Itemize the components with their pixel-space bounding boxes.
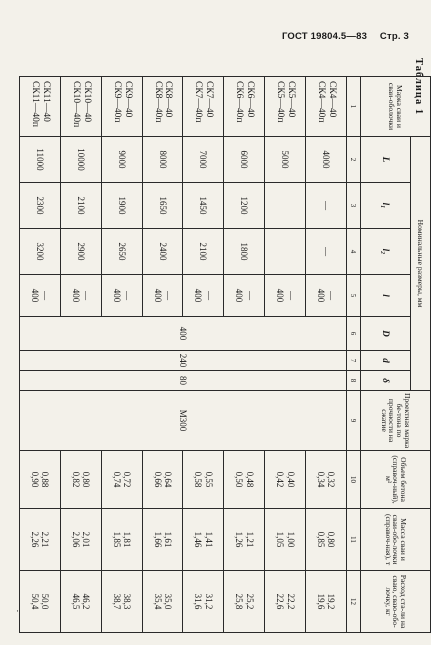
- header-mass: Масса сваи и сваи-обо-лочки (справоч-ная), т: [361, 509, 431, 571]
- table-body: [20, 77, 347, 633]
- rotated-table-wrapper: [19, 76, 431, 632]
- gost-number: ГОСТ 19804.5—83: [281, 31, 368, 42]
- length-l2-cell: 3200: [20, 229, 61, 275]
- pile-dimensions-table: [19, 76, 431, 633]
- steel-cell: 19,2 19,6: [306, 571, 347, 633]
- header-concrete-grade: Проектная марка бе-тона по прочности на сжатие: [361, 391, 431, 451]
- length-L-cell: 7000: [183, 137, 224, 183]
- length-L-cell: 11000: [20, 137, 61, 183]
- concrete-volume-cell: 0,72 0,74: [101, 451, 142, 509]
- diameter-D-cell: 400: [20, 317, 347, 351]
- col-number: 10: [347, 451, 361, 509]
- col-number: 5: [347, 275, 361, 317]
- length-l1-cell: —: [306, 183, 347, 229]
- steel-cell: 31,2 31,6: [183, 571, 224, 633]
- length-l1-cell: 1200: [224, 183, 265, 229]
- brand-cell: СК4—40 СК4—40п: [306, 77, 347, 137]
- page-number: Стр. 3: [379, 31, 409, 42]
- col-number: 6: [347, 317, 361, 351]
- wall-delta-cell: 80: [20, 371, 347, 391]
- length-l1-cell: 1900: [101, 183, 142, 229]
- length-l2-cell: 2100: [183, 229, 224, 275]
- concrete-volume-cell: 0,64 0,66: [142, 451, 183, 509]
- length-l-cell: — 400: [224, 275, 265, 317]
- length-l-cell: — 400: [265, 275, 306, 317]
- table-label: Таблица 1: [413, 58, 424, 116]
- length-l1-cell: [265, 183, 306, 229]
- col-number: 3: [347, 183, 361, 229]
- concrete-grade-cell: М300: [20, 391, 347, 451]
- header-l: l: [361, 275, 411, 317]
- header-l2: l₂: [361, 229, 411, 275]
- length-l2-cell: 2650: [101, 229, 142, 275]
- concrete-volume-cell: 0,48 0,50: [224, 451, 265, 509]
- mass-cell: 2,21 2,26: [20, 509, 61, 571]
- concrete-volume-cell: 0,40 0,42: [265, 451, 306, 509]
- length-l2-cell: —: [306, 229, 347, 275]
- table-row: [306, 77, 347, 633]
- steel-cell: 25,2 25,8: [224, 571, 265, 633]
- col-number: 1: [347, 77, 361, 137]
- length-l1-cell: 2300: [20, 183, 61, 229]
- mass-cell: 1,00 1,05: [265, 509, 306, 571]
- steel-cell: 50,0 50,4: [20, 571, 61, 633]
- steel-cell: 38,3 38,7: [101, 571, 142, 633]
- length-l1-cell: 2100: [60, 183, 101, 229]
- header-nominal-dimensions: Номинальные размеры, мм: [411, 137, 431, 391]
- col-number: 8: [347, 371, 361, 391]
- steel-cell: 35,0 35,4: [142, 571, 183, 633]
- mass-cell: 1,61 1,66: [142, 509, 183, 571]
- header-delta: δ: [361, 371, 411, 391]
- mass-cell: 0,80 0,85: [306, 509, 347, 571]
- concrete-volume-cell: 0,88 0,90: [20, 451, 61, 509]
- length-L-cell: 4000: [306, 137, 347, 183]
- col-number: 12: [347, 571, 361, 633]
- concrete-volume-cell: 0,55 0,58: [183, 451, 224, 509]
- mass-cell: 1,21 1,26: [224, 509, 265, 571]
- length-l-cell: — 400: [306, 275, 347, 317]
- inner-d-cell: 240: [20, 351, 347, 371]
- col-number: 11: [347, 509, 361, 571]
- length-l-cell: — 400: [142, 275, 183, 317]
- concrete-volume-cell: 0,32 0,34: [306, 451, 347, 509]
- steel-cell: 46,2 46,5: [60, 571, 101, 633]
- length-l-cell: — 400: [60, 275, 101, 317]
- header-brand: Марка сваи и сваи-оболочки: [361, 77, 431, 137]
- length-L-cell: 6000: [224, 137, 265, 183]
- mass-cell: 1,81 1,85: [101, 509, 142, 571]
- length-l2-cell: 1800: [224, 229, 265, 275]
- brand-cell: СК5—40 СК5—40п: [265, 77, 306, 137]
- col-number: 7: [347, 351, 361, 371]
- length-L-cell: 5000: [265, 137, 306, 183]
- length-l-cell: — 400: [183, 275, 224, 317]
- length-l1-cell: 1450: [183, 183, 224, 229]
- length-L-cell: 10000: [60, 137, 101, 183]
- header-L: L: [361, 137, 411, 183]
- length-l2-cell: 2900: [60, 229, 101, 275]
- brand-cell: СК11—40 СК11—40п: [20, 77, 61, 137]
- header-concrete-volume: Объем бетона (справоч-ный), м³: [361, 451, 431, 509]
- page-mark: ·: [16, 606, 19, 616]
- header-steel: Расход ста-ли на сваю, сваю-обо-лочку, кг: [361, 571, 431, 633]
- brand-cell: СК7—40 СК7—40п: [183, 77, 224, 137]
- concrete-volume-cell: 0,80 0,82: [60, 451, 101, 509]
- length-L-cell: 8000: [142, 137, 183, 183]
- header-D: D: [361, 317, 411, 351]
- mass-cell: 1,41 1,46: [183, 509, 224, 571]
- header-l1: l₁: [361, 183, 411, 229]
- length-L-cell: 9000: [101, 137, 142, 183]
- brand-cell: СК10—40 СК10—40п: [60, 77, 101, 137]
- length-l1-cell: 1650: [142, 183, 183, 229]
- column-number-row: [347, 77, 361, 633]
- page-header: [272, 31, 409, 42]
- col-number: 4: [347, 229, 361, 275]
- mass-cell: 2,01 2,06: [60, 509, 101, 571]
- col-number: 2: [347, 137, 361, 183]
- length-l-cell: — 400: [101, 275, 142, 317]
- length-l2-cell: [265, 229, 306, 275]
- length-l-cell: — 400: [20, 275, 61, 317]
- col-number: 9: [347, 391, 361, 451]
- length-l2-cell: 2400: [142, 229, 183, 275]
- brand-cell: СК6—40 СК6—40п: [224, 77, 265, 137]
- header-d: d: [361, 351, 411, 371]
- steel-cell: 22,2 22,6: [265, 571, 306, 633]
- brand-cell: СК9—40 СК9—40п: [101, 77, 142, 137]
- brand-cell: СК8—40 СК8—40п: [142, 77, 183, 137]
